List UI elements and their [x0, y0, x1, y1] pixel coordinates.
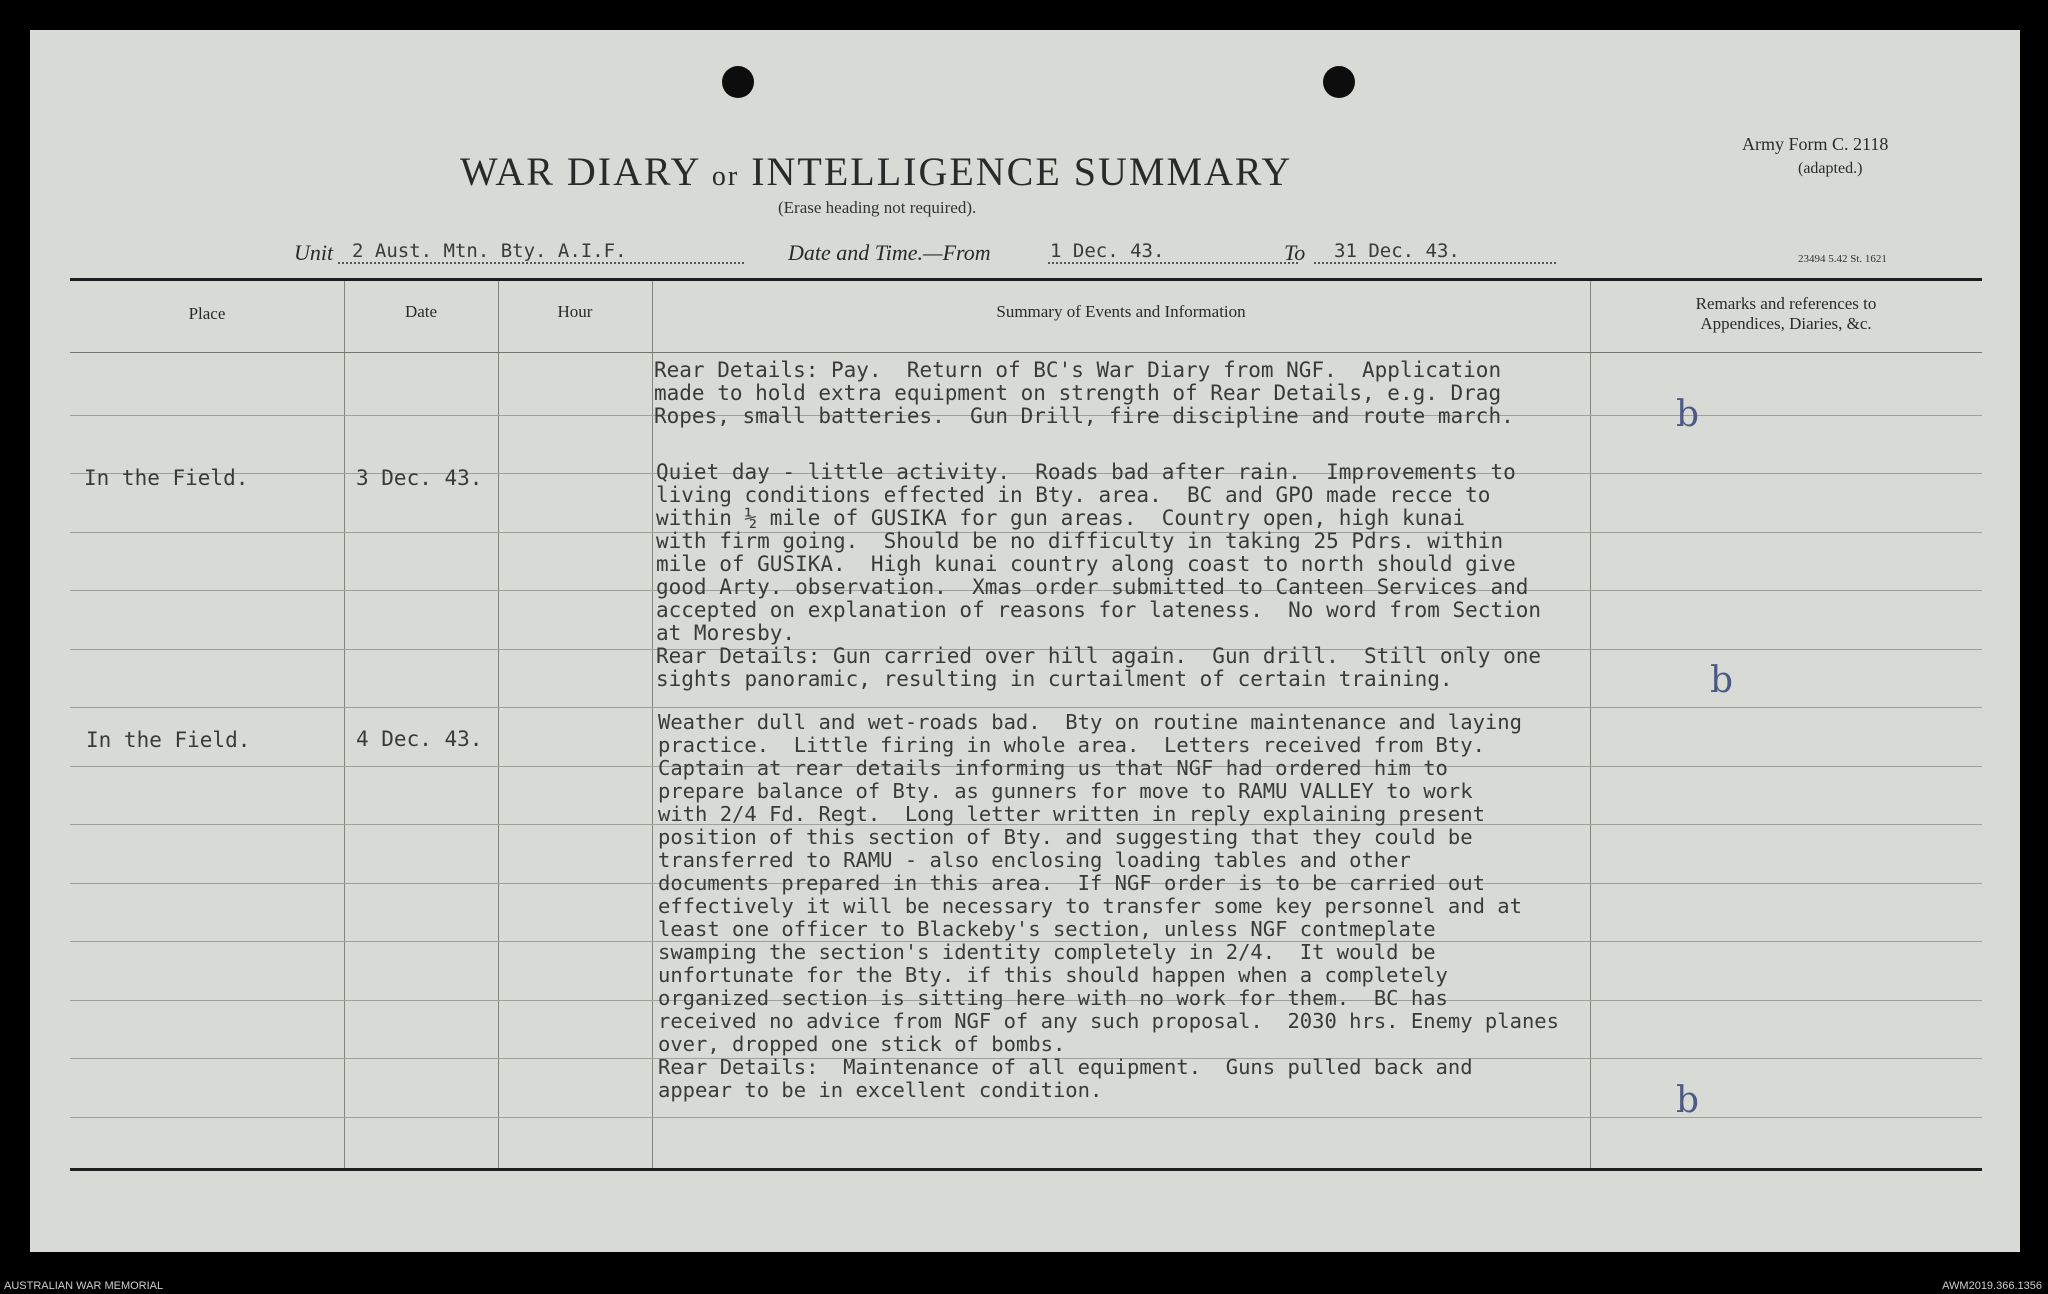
column-header-place: Place: [188, 304, 226, 323]
remarks-header-line-2: Appendices, Diaries, &c.: [1700, 314, 1872, 333]
entry-place: In the Field.: [84, 466, 249, 490]
army-form-adapted: (adapted.): [1798, 160, 1863, 177]
form-title: [460, 148, 1292, 195]
footer-accession-number: AWM2019.366.1356: [1942, 1280, 2042, 1292]
diary-page: [30, 30, 2020, 1252]
to-label: To: [1284, 240, 1306, 265]
punch-hole: [722, 66, 754, 98]
handwritten-remark-mark: b: [1710, 660, 1734, 701]
title-intelligence-summary: INTELLIGENCE SUMMARY: [751, 149, 1293, 194]
form-subtitle: (Erase heading not required).: [778, 198, 977, 217]
handwritten-remark-mark: b: [1676, 1080, 1700, 1121]
column-header-date: Date: [404, 302, 438, 321]
unit-label: Unit: [294, 240, 334, 265]
title-or: or: [711, 161, 740, 192]
remarks-header-line-1: Remarks and references to: [1695, 294, 1877, 313]
unit-value: 2 Aust. Mtn. Bty. A.I.F.: [352, 240, 627, 262]
from-underline: [1048, 262, 1298, 264]
title-war-diary: WAR DIARY: [460, 149, 700, 194]
entry-text: Rear Details: Pay. Return of BC's War Diary from NGF. Application made to hold extra equipment on strength of Rear Details, e.g. Drag Ropes, small batteries. Gun Drill, fire discipline and route march.: [654, 358, 1514, 428]
entry-place: In the Field.: [86, 728, 251, 752]
table-top-rule: [70, 278, 1982, 281]
to-underline: [1314, 262, 1556, 264]
punch-hole: [1323, 66, 1355, 98]
army-form-number: Army Form C. 2118: [1742, 134, 1889, 154]
entry-text: Weather dull and wet-roads bad. Bty on routine maintenance and laying practice. Little firing in whole area. Letters received from Bty. Captain at rear details informing us that NGF had ordered him to prepare balance of Bty. as gunners for move to RAMU VALLEY to work with 2/4 Fd. Regt. Long letter written in reply explaining present position of this section of Bty. and suggesting that they could be transferred to RAMU - also enclosing loading tables and other documents prepared in this area. If NGF order is to be carried out effectively it will be necessary to transfer some key personnel and at least one officer to Blackeby's section, unless NGF contmeplate swamping the section's identity completely in 2/4. It would be unfortunate for the Bty. if this should happen when a completely organized section is sitting here with no work for them. BC has received no advice from NGF of any such proposal. 2030 hrs. Enemy planes over, dropped one stick of bombs. Rear Details: Maintenance of all equipment. Guns pulled back and appear to be in excellent condition.: [658, 710, 1559, 1102]
stock-number: 23494 5.42 St. 1621: [1798, 253, 1887, 265]
unit-underline: [338, 262, 744, 264]
ruled-line: [70, 707, 1982, 708]
column-header-remarks: [1590, 294, 1982, 334]
table-bottom-rule: [70, 1168, 1982, 1171]
header-rule: [70, 352, 1982, 353]
to-date-value: 31 Dec. 43.: [1334, 240, 1460, 262]
footer-institution: AUSTRALIAN WAR MEMORIAL: [4, 1280, 164, 1292]
entry-text: Quiet day - little activity. Roads bad after rain. Improvements to living conditions effected in Bty. area. BC and GPO made recce to within ½ mile of GUSIKA for gun areas. Country open, high kunai with firm going. Should be no difficulty in taking 25 Pdrs. within mile of GUSIKA. High kunai country along coast to north should give good Arty. observation. Xmas order submitted to Canteen Services and accepted on explanation of reasons for lateness. No word from Section at Moresby. Rear Details: Gun carried over hill again. Gun drill. Still only one sights panoramic, resulting in curtailment of certain training.: [656, 460, 1542, 691]
date-time-label: Date and Time.—From: [788, 240, 991, 265]
column-header-summary: Summary of Events and Information: [996, 302, 1246, 321]
entry-date: 4 Dec. 43.: [356, 727, 483, 751]
from-date-value: 1 Dec. 43.: [1050, 240, 1165, 262]
column-header-hour: Hour: [557, 302, 593, 321]
entry-date: 3 Dec. 43.: [356, 466, 483, 490]
handwritten-remark-mark: b: [1676, 394, 1700, 435]
